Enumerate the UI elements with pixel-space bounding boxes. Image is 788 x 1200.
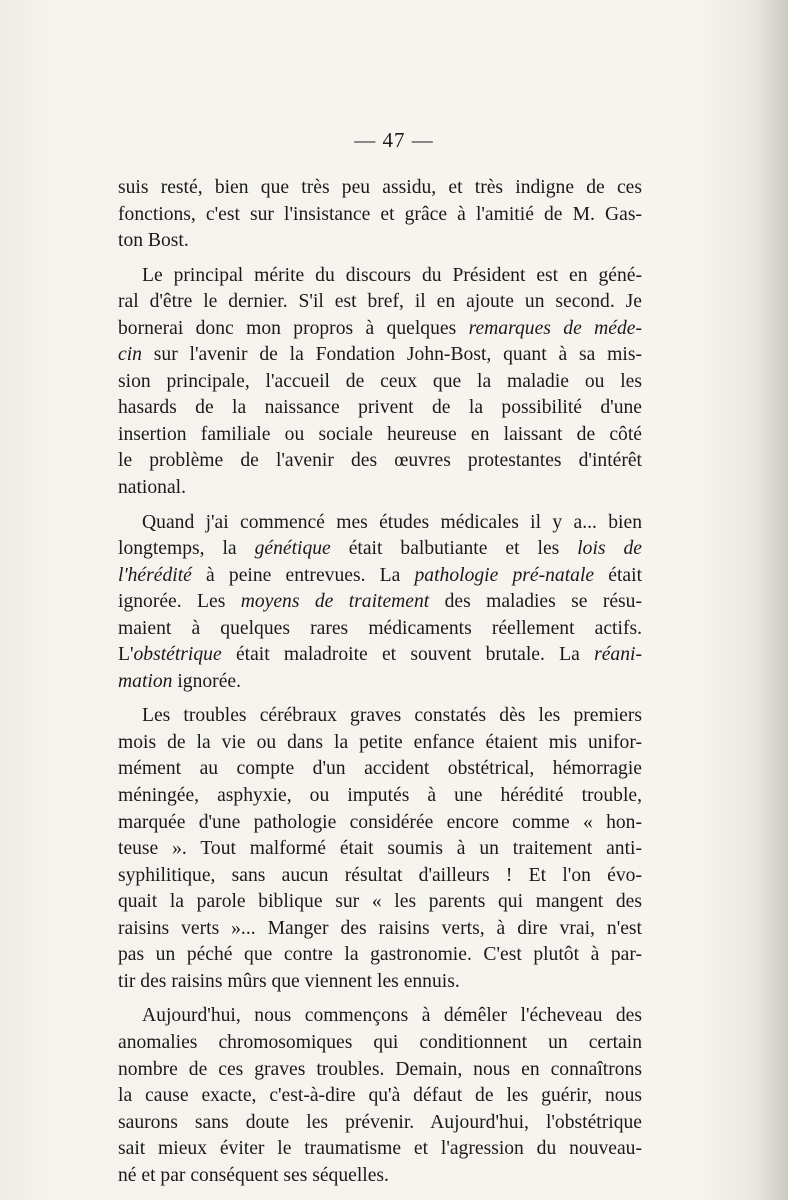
text-line: l'hérédité à peine entrevues. La pathologie pré-natale était [118, 564, 643, 586]
page-fold-shadow [748, 0, 788, 1200]
text-line: Aujourd'hui, nous commençons à démêler l'écheveau des [142, 1005, 642, 1027]
italic-text: réani- [594, 644, 642, 666]
italic-text: génétique [254, 538, 331, 560]
italic-text: pathologie pré-natale [414, 564, 595, 586]
text-line: méningée, asphyxie, ou imputés à une hérédité trouble, [118, 785, 642, 807]
text-line: mois de la vie ou dans la petite enfance étaient mis unifor- [118, 731, 642, 753]
italic-text: lois de [577, 538, 642, 560]
italic-text: mation [118, 670, 173, 692]
text-line: Les troubles cérébraux graves constatés dès les premiers [142, 705, 642, 727]
text-line: pas un péché que contre la gastronomie. C'est plutôt à par- [118, 944, 642, 966]
text-line: Le principal mérite du discours du Président est en géné- [142, 264, 642, 286]
text-line: mation ignorée. [118, 670, 241, 692]
italic-text: obstétrique [133, 644, 222, 666]
paragraph [118, 1003, 642, 1189]
text-line: sion principale, l'accueil de ceux que la maladie ou les [118, 370, 642, 392]
text-line: sait mieux éviter le traumatisme et l'agression du nouveau- [118, 1138, 642, 1160]
text-line: le problème de l'avenir des œuvres protestantes d'intérêt [118, 450, 642, 472]
italic-text: cin [118, 344, 142, 366]
text-line: raisins verts »... Manger des raisins verts, à dire vrai, n'est [118, 917, 642, 939]
text-line: syphilitique, sans aucun résultat d'ailleurs ! Et l'on évo- [118, 864, 642, 886]
text-line: mément au compte d'un accident obstétrical, hémorragie [118, 758, 642, 780]
text-line: cin sur l'avenir de la Fondation John-Bost, quant à sa mis- [118, 344, 642, 366]
paragraph [118, 703, 642, 995]
page-number: — 47 — [354, 128, 434, 152]
text-line: teuse ». Tout malformé était soumis à un traitement anti- [118, 838, 642, 860]
text-line: Quand j'ai commencé mes études médicales il y a... bien [142, 511, 642, 533]
text-line: L'obstétrique était maladroite et souvent brutale. La réani- [118, 644, 642, 666]
text-line: ton Bost. [118, 230, 189, 252]
text-line: saurons sans doute les prévenir. Aujourd'hui, l'obstétrique [118, 1111, 642, 1133]
text-line: la cause exacte, c'est-à-dire qu'à défaut de les guérir, nous [118, 1085, 642, 1107]
paragraph [118, 263, 642, 502]
text-line: suis resté, bien que très peu assidu, et très indigne de ces [118, 177, 642, 198]
text-line: tir des raisins mûrs que viennent les ennuis. [118, 970, 460, 992]
italic-text: moyens de traitement [240, 591, 430, 613]
body-text [118, 175, 642, 1189]
paragraph [118, 510, 642, 696]
text-line: marquée d'une pathologie considérée encore comme « hon- [118, 811, 642, 833]
text-line: maient à quelques rares médicaments réellement actifs. [118, 617, 642, 639]
italic-text: remarques de méde- [468, 317, 642, 339]
italic-text: l'hérédité [118, 564, 192, 586]
text-line: quait la parole biblique sur « les parents qui mangent des [118, 891, 642, 913]
text-line: anomalies chromosomiques qui conditionnent un certain [118, 1031, 642, 1053]
text-line: insertion familiale ou sociale heureuse en laissant de côté [118, 423, 642, 445]
paragraph [118, 175, 642, 255]
text-line: né et par conséquent ses séquelles. [118, 1164, 389, 1186]
text-line: nombre de ces graves troubles. Demain, nous en connaîtrons [118, 1058, 642, 1080]
text-line: ral d'être le dernier. S'il est bref, il en ajoute un second. Je [118, 291, 642, 313]
text-line: hasards de la naissance privent de la possibilité d'une [118, 397, 642, 419]
text-line: national. [118, 477, 187, 499]
text-line: ignorée. Les moyens de traitement des maladies se résu- [118, 591, 642, 613]
text-line: bornerai donc mon propros à quelques remarques de méde- [118, 317, 642, 339]
text-line: fonctions, c'est sur l'insistance et grâce à l'amitié de M. Gas- [118, 203, 642, 225]
text-line: longtemps, la génétique était balbutiante et les lois de [118, 538, 642, 560]
